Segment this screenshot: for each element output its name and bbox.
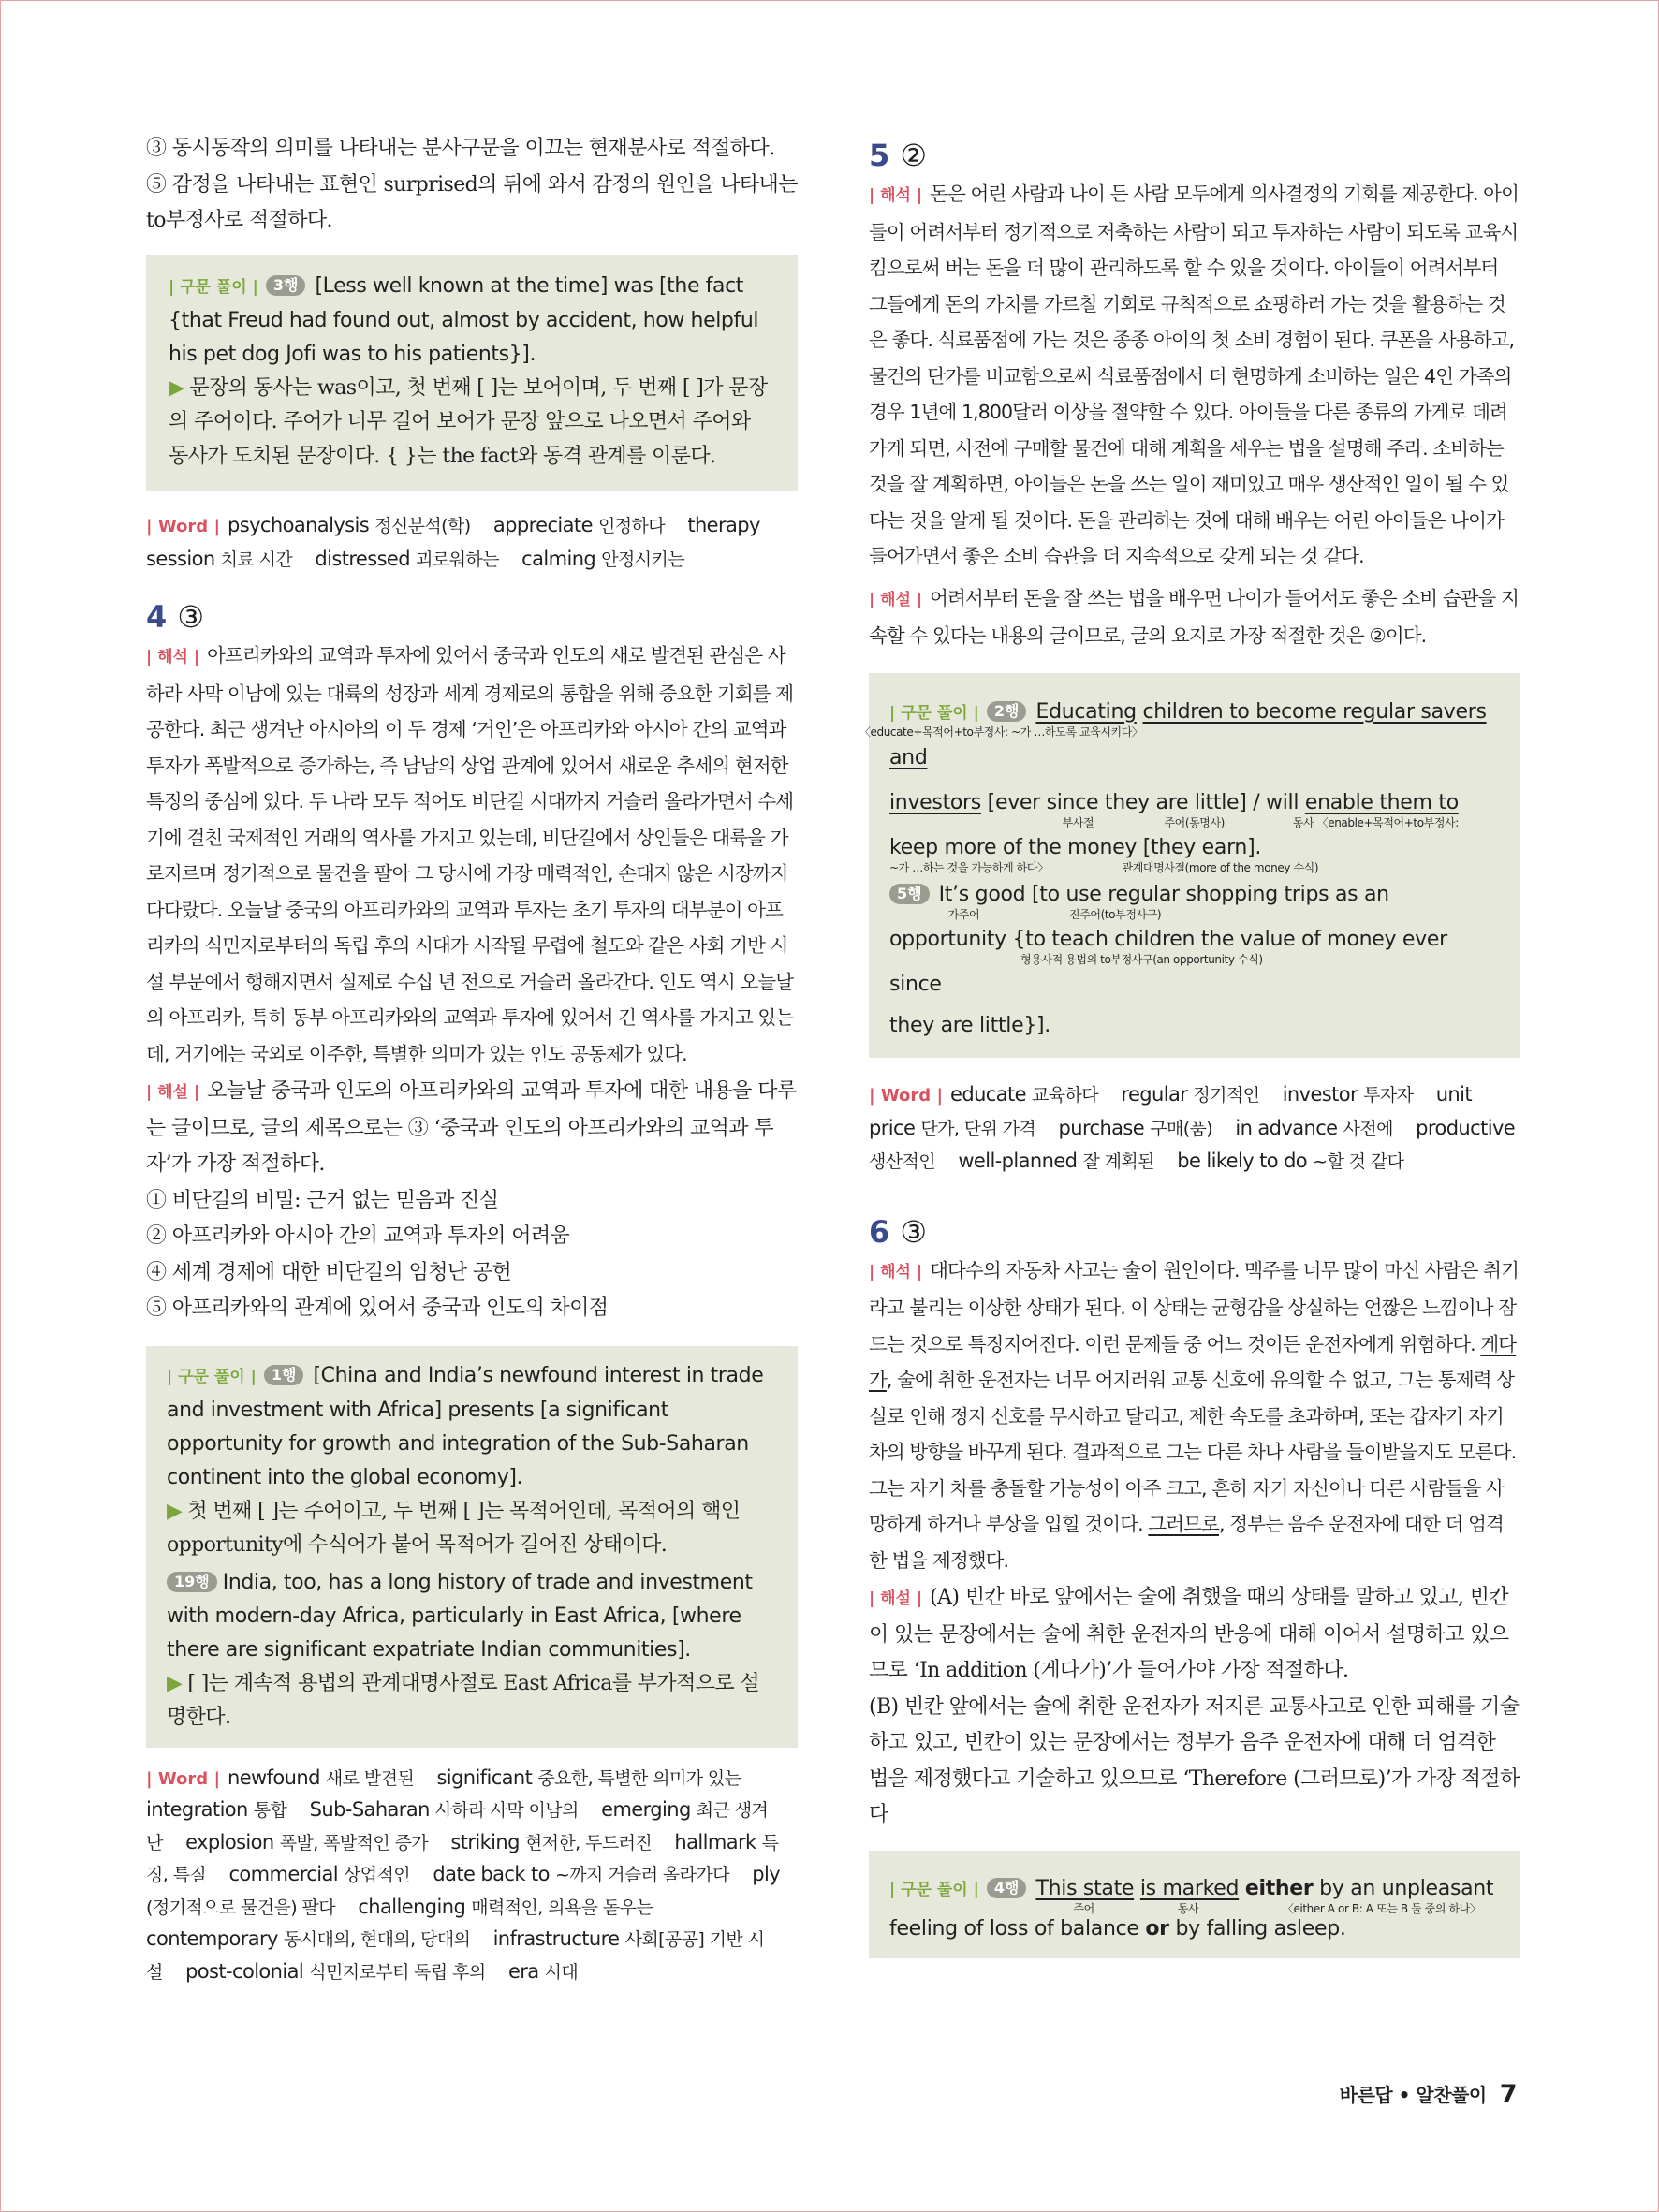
text-span: 특징, 특질 [146,1832,779,1885]
syntax-sentence: India, too, has a long history of trade and investment with modern-day Africa, particularly in East Africa, [where there are significant expatriate Indian communities]. [167,1570,753,1662]
translation-tag: | 해석 | [146,648,200,667]
q5-explanation [869,580,1520,654]
text-span: 사전에 [1343,1118,1393,1139]
text-span: is marked [1139,1876,1240,1900]
q4-option: ① 비단길의 비밀: 근거 없는 믿음과 진실 [146,1188,499,1212]
word-en: distressed [315,548,410,570]
note-arrow-icon: ▶ [169,375,184,400]
text-span: infrastructure [492,1927,620,1950]
text-span: 동사 〈enable+목적어+to부정사: [1292,815,1459,829]
word-tag: | Word | [146,1768,221,1789]
text-span: , 정부는 음주 운전자에 대한 더 엄격한 법을 제정했다. [869,1513,1504,1572]
answer-number: ② [900,138,928,173]
text-span: (정기적으로 물건을) 팔다 [146,1897,336,1918]
q6-heading [869,1213,1520,1251]
text-span: 잘 계획된 [1082,1150,1154,1172]
question-number: 4 [146,599,168,635]
q5-translation [869,176,1520,575]
text-span: integration [146,1798,248,1821]
q5-word-list [869,1078,1520,1178]
text-span: 〈educate+목적어+to부정사: ~가 …하도록 교육시키다〉 [859,725,1143,739]
text-span: 진주어(to부정사구) [1069,907,1162,921]
syntax-tag: | 구문 풀이 | [889,1880,979,1899]
line-number-badge: 5행 [889,884,930,904]
text-span: productive [1416,1116,1516,1139]
page-number: 7 [1499,2080,1517,2109]
text-span: post-colonial [185,1959,304,1983]
text-span: [to use regular shopping trips as an [1032,882,1389,906]
text-span: 새로 발견된 [325,1767,415,1789]
text-span: 형용사적 용법의 to부정사구(an opportunity 수식) [1020,952,1263,966]
text-span: they are little}]. [889,1013,1050,1037]
text-span: 구매(품) [1150,1118,1213,1139]
text-span: regular [1121,1082,1188,1106]
explanation-tag: | 해설 | [869,1589,923,1608]
text-span: 가주어 [947,907,980,921]
text-span: It’s good [938,882,1026,906]
text-span: unit price [869,1082,1472,1139]
text-span: 매력적인, 의욕을 돋우는 [471,1897,653,1918]
text-span: more of the money [they earn]. [944,835,1262,859]
text-span: commercial [228,1863,338,1885]
text-span: Sub-Saharan [309,1798,430,1821]
text-span: opportunity {to teach children the value of money ever since [889,927,1447,996]
text-span: date back to [433,1863,550,1885]
word-ko: 정신분석(학) [374,516,471,536]
text-span: 대다수의 자동차 사고는 술이 원인이다. 맥주를 너무 많이 마신 사람은 취기라고 불리는 이상한 상태가 된다. 이 상태는 균형감을 상실하는 언짢은 느낌이나 잠드는 것으로 특징지어진다. 이런 문제들 중 어느 것이든 운전자에게 위험하다. [869,1258,1519,1355]
word-en: therapy session [146,514,760,570]
q5-syntax-box [859,673,1520,1058]
text-span: feeling of loss of balance [889,1916,1139,1941]
text-span: ~까지 거슬러 올라가다 [554,1865,729,1885]
explanation-tag: | 해설 | [146,1083,200,1102]
word-en: psychoanalysis [228,514,370,536]
text-span: 주어 [1073,1901,1094,1915]
question-number: 6 [869,1213,890,1250]
text-span: explosion [185,1830,274,1853]
syntax-note: 문장의 동사는 was이고, 첫 번째 [ ]는 보어이며, 두 번째 [ ]가 문장의 주어이다. 주어가 너무 길어 보어가 문장 앞으로 나오면서 주어와 동사가 도치된 문장이다. { }는 the fact와 동격 관계를 이룬다. [169,375,768,468]
word-en: calming [521,548,596,570]
text-span: 〈either A or B: A 또는 B 둘 중의 하나〉 [1282,1901,1481,1915]
text-span: enable them to [1304,790,1459,814]
syntax-sentence: [Less well known at the time] was [the fact {that Freud had found out, almost by accident, how helpful his pet dog Jofi was to his patients}]. [169,273,759,366]
text-span: (A) 빈칸 바로 앞에서는 술에 취했을 때의 상태를 말하고 있고, 빈칸이 있는 문장에서는 술에 취한 운전자의 반응에 대해 이어서 설명하고 있으므로 ‘In addition (게다가)’가 들어가야 가장 적절하다. [869,1586,1509,1682]
text-span: educate [950,1082,1026,1106]
text-span: era [507,1959,539,1983]
intro-item-5: ⑤ 감정을 나타내는 표현인 surprised의 뒤에 와서 감정의 원인을 나타내는 to부정사로 적절하다. [146,172,798,232]
text-span: investor [1282,1082,1358,1106]
q4-heading [146,598,798,636]
text-span: 동시대의, 현대의, 당대의 [283,1929,471,1950]
text-span: significant [436,1765,533,1789]
text-span: [ever since they are little] [987,790,1247,814]
text-span: contemporary [146,1927,278,1950]
text-span: Educating [1035,699,1137,724]
translation-tag: | 해석 | [869,1262,923,1282]
intro-item-3: ③ 동시동작의 의미를 나타내는 분사구문을 이끄는 현재분사로 적절하다. [146,137,775,160]
text-span: 사회[공공] 기반 시설 [146,1929,765,1983]
text-span: 생산적인 [869,1150,936,1172]
text-span: 동사 [1177,1901,1199,1915]
text-span: either [1244,1876,1314,1900]
q5-heading [869,137,1520,174]
explanation-tag: | 해설 | [869,590,923,609]
text-span: 정기적인 [1193,1084,1260,1106]
translation-text: 아프리카와의 교역과 투자에 있어서 중국과 인도의 새로 발견된 관심은 사하라 사막 이남에 있는 대륙의 성장과 세계 경제로의 통합을 위해 중요한 기회를 제공한다. 최근 생겨난 아시아의 이 두 경제 ‘거인’은 아프리카와 아시아 간의 교역과 투자가 폭발적으로 증가하는, 즉 남남의 상업 관계에 있어서 새로운 추세의 현저한 특징의 중심에 있다. 두 나라 모두 적어도 비단길 시대까지 거슬러 올라가면서 수세기에 걸친 국제적인 거래의 역사를 가지고 있는데, 비단길에서 상인들은 대륙을 가로지르며 정기적으로 물건을 팔아 그 당시에 가장 매력적인, 손대지 않은 시장까지 다다랐다. 오늘날 중국의 아프리카와의 교역과 투자는 초기 투자의 대부분이 아프리카의 식민지로부터의 독립 후의 시대가 시작될 무렵에 철도와 같은 사회 기반 시설 부문에서 행해지면서 실제로 수십 년 전으로 거슬러 올라간다. 인도 역시 오늘날의 아프리카, 특히 동부 아프리카와의 교역과 투자에 있어서 긴 역사를 가지고 있는데, 거기에는 국외로 이주한, 특별한 의미가 있는 인도 공동체가 있다. [146,644,794,1065]
q4-word-list [146,1763,798,1989]
text-span: 투자자 [1363,1084,1414,1106]
syntax-tag: | 구문 풀이 | [167,1367,257,1386]
q4-explanation [146,1074,798,1183]
text-span: newfound [228,1765,320,1789]
text-span: emerging [601,1798,691,1821]
text-span: well-planned [958,1149,1078,1172]
text-span: 단가, 단위 가격 [920,1118,1036,1139]
word-tag: | Word | [869,1085,944,1106]
q4-option: ⑤ 아프리카와의 관계에 있어서 중국과 인도의 차이점 [146,1296,609,1320]
text-span: 시대 [544,1961,579,1983]
text-span: This state [1035,1876,1135,1900]
text-span: be likely to do [1177,1149,1308,1172]
text-span: ply [752,1863,781,1885]
word-ko: 치료 시간 [220,549,293,570]
syntax-tag: | 구문 풀이 | [169,277,258,297]
text-span: 관계대명사절(more of the money 수식) [1122,860,1319,874]
word-en: appreciate [492,514,593,536]
word-ko: 괴로워하는 [416,549,499,570]
text-span: purchase [1058,1116,1145,1139]
line-number-badge: 2행 [987,701,1027,722]
text-span: 게다가 [869,1332,1517,1391]
translation-text: 돈은 어린 사람과 나이 든 사람 모두에게 의사결정의 기회를 제공한다. 아이들이 어려서부터 정기적으로 저축하는 사람이 되고 투자하는 사람이 되도록 교육시킴으로써 버는 돈을 더 많이 관리하도록 할 수 있을 것이다. 아이들이 어려서부터 그들에게 돈의 가치를 가르칠 기회로 규칙적으로 쇼핑하러 가는 것을 활용하는 것은 좋다. 식료품점에 가는 것은 종종 아이의 첫 소비 경험이 된다. 쿠폰을 사용하고, 물건의 단가를 비교함으로써 식료품점에서 더 현명하게 소비하는 일은 4인 가족의 경우 1년에 1,800달러 이상을 절약할 수 있다. 아이들을 다른 종류의 가게로 데려가게 되면, 사전에 구매할 물건에 대해 계획을 세우는 법을 설명해 주라. 소비하는 것을 잘 계획하면, 아이들은 돈을 쓰는 일이 재미있고 매우 생산적인 일이 될 수 있다는 것을 알게 될 것이다. 돈을 관리하는 것에 대해 배우는 어린 아이들은 나이가 들어가면서 좋은 소비 습관을 더 지속적으로 갖게 되는 것 같다. [869,183,1519,567]
syntax-sentence: [China and India’s newfound interest in trade and investment with Africa] presents [a significant opportunity for growth and integration of the Sub-Saharan continent into the global economy]. [167,1363,764,1489]
line-number-badge: 4행 [987,1878,1027,1898]
text-span: 폭발, 폭발적인 증가 [279,1832,429,1853]
explanation-text: 어려서부터 돈을 잘 쓰는 법을 배우면 나이가 들어서도 좋은 소비 습관을 지속할 수 있다는 내용의 글이므로, 글의 요지로 가장 적절한 것은 ②이다. [869,586,1519,647]
text-span: , 술에 취한 운전자는 너무 어지러워 교통 신호에 유의할 수 없고, 그는 통제력 상실로 인해 정지 신호를 무시하고 달리고, 제한 속도를 초과하며, 또는 갑자기 자기 차의 방향을 바꾸게 된다. 결과적으로 그는 다른 차나 사람을 들이받을지도 모른다. 그는 자기 차를 충돌할 가능성이 아주 크고, 흔히 자기 자신이나 다른 사람들을 사망하게 하거나 부상을 입힐 것이다. [869,1369,1517,1535]
syntax-note: 첫 번째 [ ]는 주어이고, 두 번째 [ ]는 목적어인데, 목적어의 핵인 opportunity에 수식어가 붙어 목적어가 길어진 상태이다. [167,1499,741,1557]
word-tag: | Word | [146,517,221,536]
line-number-badge: 1행 [264,1365,304,1385]
text-span: ~할 것 같다 [1313,1150,1404,1172]
text-span: keep [889,835,938,859]
word-ko: 안정시키는 [601,549,684,570]
text-span: hallmark [674,1830,756,1853]
q4-syntax-box [146,1346,798,1748]
text-span: by falling asleep. [1175,1916,1346,1941]
text-span: striking [450,1830,520,1853]
q6-explanation-b: (B) 빈칸 앞에서는 술에 취한 운전자가 저지른 교통사고로 인한 피해를 기술하고 있고, 빈칸이 있는 문장에서는 정부가 음주 운전자에 대해 더 엄격한 법을 제정했다고 기술하고 있으므로 ‘Therefore (그러므로)’가 가장 적절하다 [869,1694,1520,1826]
text-span: 사하라 사막 이남의 [434,1800,579,1821]
q3-word-list [146,509,798,576]
right-column [859,137,1520,1958]
page-footer [1340,2080,1517,2109]
text-span: 최근 생겨난 [146,1800,769,1853]
text-span: / will [1253,790,1299,814]
q3-syntax-box [146,255,798,491]
q4-translation [146,637,798,1072]
text-span: challenging [358,1895,466,1918]
footer-title: 바른답 • 알찬풀이 [1339,2084,1487,2106]
text-span: 통합 [253,1800,287,1821]
line-number-badge: 3행 [266,275,306,296]
explanation-text: 오늘날 중국과 인도의 아프리카와의 교역과 투자에 대한 내용을 다루는 글이므로, 글의 제목으로는 ③ ‘중국과 인도의 아프리카와의 교역과 투자’가 가장 적절하다. [146,1079,797,1176]
text-span: or [1145,1916,1169,1941]
text-span: in advance [1235,1116,1338,1139]
word-ko: 인정하다 [597,516,665,536]
q6-explanation-a [869,1580,1520,1690]
text-span: 중요한, 특별한 의미가 있는 [537,1767,741,1789]
text-span: children to become regular savers and [889,699,1487,769]
line-number-badge: 19행 [167,1572,217,1592]
answer-number: ③ [177,599,205,635]
text-span: 부사절 [1062,815,1094,829]
translation-tag: | 해석 | [869,186,923,205]
answer-number: ③ [900,1213,928,1250]
text-span: by an unpleasant [1319,1876,1494,1900]
text-span: 상업적인 [344,1865,411,1885]
text-span: 주어(동명사) [1164,815,1225,829]
text-span: investors [889,790,981,814]
text-span: 교육하다 [1032,1084,1099,1106]
left-column [146,131,798,1988]
question-number: 5 [869,138,890,173]
syntax-tag: | 구문 풀이 | [889,703,979,723]
note-arrow-icon: ▶ [167,1671,183,1695]
syntax-note: [ ]는 계속적 용법의 관계대명사절로 East Africa를 부가적으로 설명한다. [167,1671,760,1729]
q4-option: ④ 세계 경제에 대한 비단길의 엄청난 공헌 [146,1260,512,1284]
text-span: 식민지로부터 독립 후의 [309,1961,486,1983]
q6-translation [869,1252,1520,1579]
text-span: 그러므로 [1148,1513,1219,1535]
q4-option: ② 아프리카와 아시아 간의 교역과 투자의 어려움 [146,1224,570,1248]
text-span: 현저한, 두드러진 [524,1832,653,1853]
text-span: ~가 …하는 것을 가능하게 하다〉 [889,860,1049,874]
q6-syntax-box [869,1851,1520,1958]
note-arrow-icon: ▶ [167,1499,183,1523]
